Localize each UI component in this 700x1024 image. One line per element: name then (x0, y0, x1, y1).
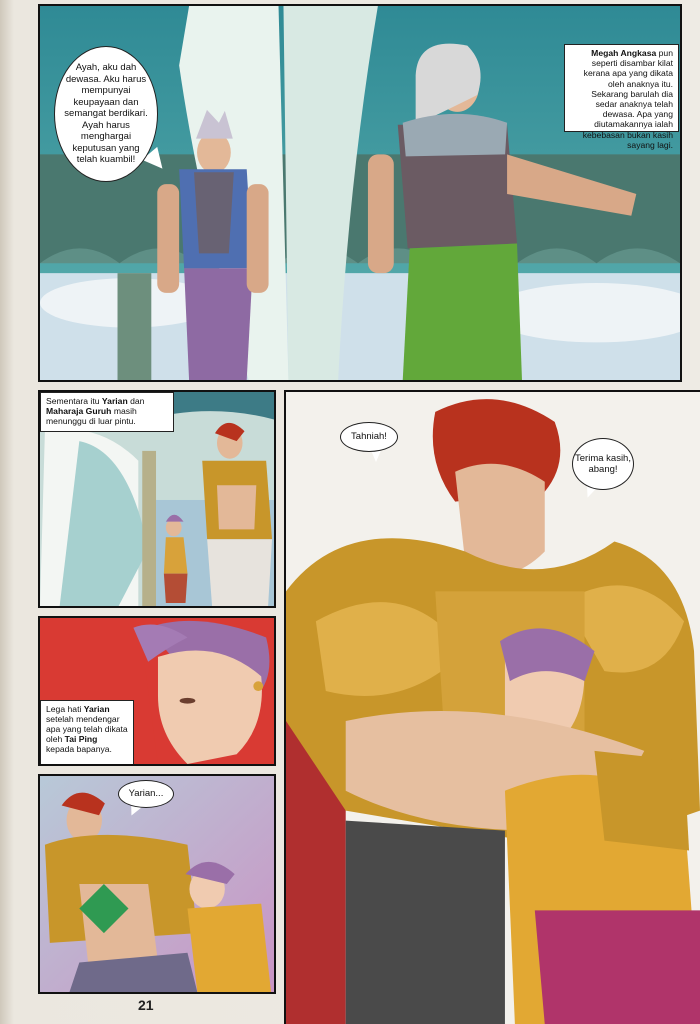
caption-name: Megah Angkasa (591, 48, 657, 58)
caption-text-post: kepada bapanya. (46, 744, 112, 754)
caption-name-yarian: Yarian (101, 396, 128, 406)
panel-2-waiting-outside (38, 390, 276, 608)
caption-name-maharaja-guruh: Maharaja Guruh (46, 406, 112, 416)
caption-text-pre: Lega hati (46, 704, 82, 714)
speech-bubble-text: Terima kasih, abang! (575, 452, 631, 475)
panel-1-balcony-scene (38, 4, 682, 382)
caption-yarian-maharaja (40, 392, 174, 432)
caption-text-pre: Sementara itu (46, 396, 100, 406)
caption-text-post: masih menunggu di luar pintu. (46, 406, 137, 426)
panel-4-yarian-called (38, 774, 276, 994)
page-number: 21 (138, 997, 154, 1013)
panel-5-art (286, 392, 700, 1024)
caption-text-mid: setelah mendengar apa yang telah dikata oleh (46, 714, 128, 744)
speech-bubble-tai-ping (54, 46, 158, 182)
caption-text-mid: dan (130, 396, 145, 406)
panel-3-yarian-relieved (38, 616, 276, 766)
panel-4-art (40, 776, 274, 992)
speech-bubble-terima-kasih (572, 438, 634, 490)
speech-bubble-text: Yarian... (128, 788, 164, 800)
speech-bubble-tahniah (340, 422, 398, 452)
speech-bubble-yarian (118, 780, 174, 808)
speech-bubble-text: Ayah, aku dah dewasa. Aku harus mempunyai keupayaan dan semangat berdikari. Ayah harus menghargai keputusan yang telah kuambil! (64, 62, 148, 166)
caption-name-yarian: Yarian (83, 704, 110, 714)
caption-name-tai-ping: Tai Ping (64, 734, 98, 744)
caption-megah-angkasa (564, 44, 679, 150)
speech-bubble-text: Tahniah! (351, 431, 387, 443)
caption-text: pun seperti disambar kilat kerana apa yang dikata oleh anaknya itu. Sekarang barulah dia sedar anaknya telah dewasa. Apa yang diutamakannya ialah kebebasan bukan kasih sayang lagi. (582, 48, 673, 150)
panel-5-embrace (284, 390, 700, 1024)
caption-lega-hati (40, 700, 134, 766)
